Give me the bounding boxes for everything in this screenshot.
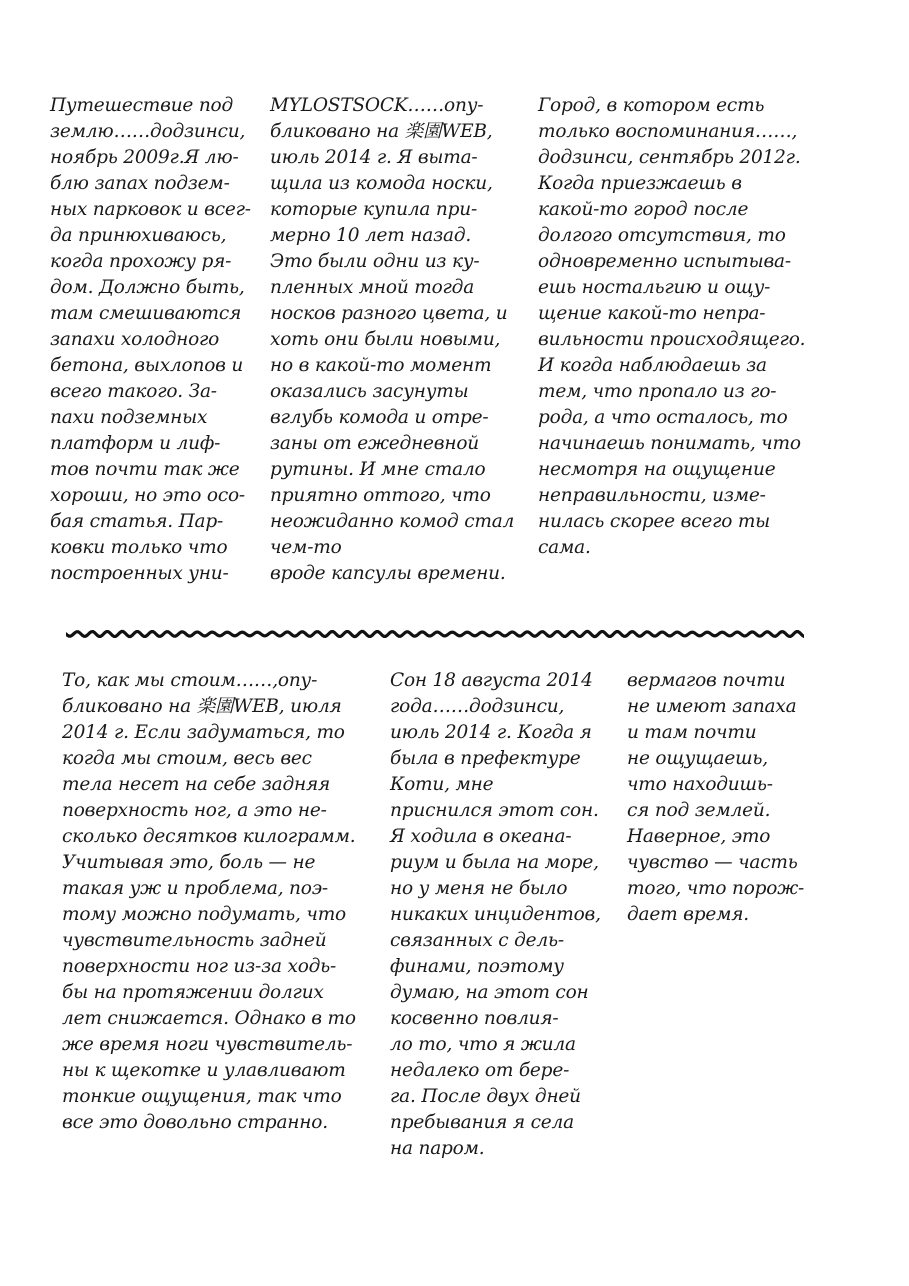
text-line: чувствительность задней: [62, 930, 327, 951]
text-line: чувство — часть: [627, 852, 798, 873]
text-line: на паром.: [390, 1138, 485, 1159]
text-line: недалеко от бере-: [390, 1060, 570, 1081]
text-line: косвенно повлия-: [390, 1008, 559, 1029]
text-line: там смешиваются: [50, 303, 242, 324]
text-line: тому можно подумать, что: [62, 904, 346, 925]
text-line: носков разного цвета, и: [270, 303, 508, 324]
text-line: землю……додзинси,: [50, 121, 246, 142]
text-line: дом. Должно быть,: [50, 277, 245, 298]
text-line: И когда наблюдаешь за: [538, 355, 767, 376]
text-line: но у меня не было: [390, 878, 568, 899]
text-line: приятно оттого, что: [270, 485, 491, 506]
text-line: одновременно испытыва-: [538, 251, 791, 272]
text-line: вглубь комода и отре-: [270, 407, 489, 428]
text-line: да принюхиваюсь,: [50, 225, 227, 246]
text-line: 2014 г. Если задуматься, то: [62, 722, 345, 743]
text-line: вермагов почти: [627, 670, 786, 691]
text-line: пребывания я села: [390, 1112, 574, 1133]
text-column-5: [390, 668, 610, 1162]
text-line: рутины. И мне стало: [270, 459, 486, 480]
wavy-divider: [66, 624, 804, 644]
text-line: лет снижается. Однако в то: [62, 1008, 356, 1029]
text-line: Учитывая это, боль — не: [62, 852, 316, 873]
text-line: Наверное, это: [627, 826, 771, 847]
text-line: бликовано на 楽園WEB, июля: [62, 696, 342, 717]
text-line: всего такого. За-: [50, 381, 217, 402]
text-line: ны к щекотке и улавливают: [62, 1060, 346, 1081]
text-line: хороши, но это осо-: [50, 485, 245, 506]
text-line: мерно 10 лет назад.: [270, 225, 472, 246]
text-line: Город, в котором есть: [538, 95, 765, 116]
text-line: пахи подземных: [50, 407, 208, 428]
text-line: оказались засунуты: [270, 381, 469, 402]
text-line: риум и была на море,: [390, 852, 599, 873]
text-line: тела несет на себе задняя: [62, 774, 331, 795]
text-line: бликовано на 楽園WEB,: [270, 121, 493, 142]
text-line: тов почти так же: [50, 459, 240, 480]
text-line: неожиданно комод стал: [270, 511, 515, 532]
text-line: блю запах подзем-: [50, 173, 230, 194]
text-column-6: [627, 668, 827, 928]
text-line: думаю, на этот сон: [390, 982, 589, 1003]
text-line: построенных уни-: [50, 563, 229, 584]
text-line: связанных с дель-: [390, 930, 564, 951]
text-line: запахи холодного: [50, 329, 220, 350]
text-line: тем, что пропало из го-: [538, 381, 777, 402]
text-line: щение какой-то непра-: [538, 303, 766, 324]
text-line: рода, а что осталось, то: [538, 407, 788, 428]
text-line: вроде капсулы времени.: [270, 563, 506, 584]
text-line: нилась скорее всего ты: [538, 511, 771, 532]
text-line: бы на протяжении долгих: [62, 982, 324, 1003]
text-line: но в какой-то момент: [270, 355, 492, 376]
text-line: начинаешь понимать, что: [538, 433, 801, 454]
text-line: ся под землей.: [627, 800, 771, 821]
text-line: которые купила при-: [270, 199, 478, 220]
text-line: что находишь-: [627, 774, 773, 795]
text-line: сама.: [538, 537, 591, 558]
text-line: Когда приезжаешь в: [538, 173, 742, 194]
text-line: Сон 18 августа 2014: [390, 670, 593, 691]
text-line: все это довольно странно.: [62, 1112, 328, 1133]
text-line: То, как мы стоим……,опу-: [62, 670, 318, 691]
text-line: бетона, выхлопов и: [50, 355, 244, 376]
text-line: Я ходила в океана-: [390, 826, 572, 847]
text-line: года……додзинси,: [390, 696, 565, 717]
text-line: платформ и лиф-: [50, 433, 221, 454]
text-line: не имеют запаха: [627, 696, 797, 717]
text-line: ковки только что: [50, 537, 228, 558]
text-line: Это были одни из ку-: [270, 251, 480, 272]
text-column-3: [538, 93, 828, 561]
text-line: же время ноги чувствитель-: [62, 1034, 353, 1055]
text-line: щила из комода носки,: [270, 173, 493, 194]
text-line: ло то, что я жила: [390, 1034, 576, 1055]
text-line: MYLOSTSOCK……опу-: [270, 95, 484, 116]
text-line: поверхности ног из-за ходь-: [62, 956, 337, 977]
text-line: ешь ностальгию и ощу-: [538, 277, 771, 298]
text-line: несмотря на ощущение: [538, 459, 776, 480]
text-line: только воспоминания……,: [538, 121, 798, 142]
text-line: Путешествие под: [50, 95, 234, 116]
text-line: июль 2014 г. Когда я: [390, 722, 592, 743]
text-column-4: [62, 668, 362, 1136]
text-line: финами, поэтому: [390, 956, 564, 977]
text-line: июль 2014 г. Я выта-: [270, 147, 478, 168]
text-line: когда прохожу ря-: [50, 251, 232, 272]
text-line: неправильности, изме-: [538, 485, 766, 506]
text-line: додзинси, сентябрь 2012г.: [538, 147, 801, 168]
text-line: га. После двух дней: [390, 1086, 581, 1107]
text-line: такая уж и проблема, поэ-: [62, 878, 328, 899]
text-line: вильности происходящего.: [538, 329, 806, 350]
text-line: какой-то город после: [538, 199, 749, 220]
text-line: хоть они были новыми,: [270, 329, 501, 350]
text-line: долгого отсутствия, то: [538, 225, 786, 246]
text-line: дает время.: [627, 904, 749, 925]
text-line: Коти, мне: [390, 774, 494, 795]
text-column-2: [270, 93, 515, 587]
text-line: ноябрь 2009г.Я лю-: [50, 147, 239, 168]
text-line: заны от ежедневной: [270, 433, 480, 454]
text-line: сколько десятков килограмм.: [62, 826, 356, 847]
text-line: тонкие ощущения, так что: [62, 1086, 342, 1107]
text-line: поверхность ног, а это не-: [62, 800, 327, 821]
text-line: приснился этот сон.: [390, 800, 599, 821]
text-line: никаких инцидентов,: [390, 904, 601, 925]
text-line: бая статья. Пар-: [50, 511, 224, 532]
text-line: ных парковок и всег-: [50, 199, 251, 220]
text-line: когда мы стоим, весь вес: [62, 748, 312, 769]
text-column-1: [50, 93, 260, 587]
text-line: пленных мной тогда: [270, 277, 475, 298]
text-line: того, что порож-: [627, 878, 805, 899]
text-line: чем-то: [270, 537, 342, 558]
text-line: и там почти: [627, 722, 757, 743]
text-line: не ощущаешь,: [627, 748, 768, 769]
text-line: была в префектуре: [390, 748, 581, 769]
